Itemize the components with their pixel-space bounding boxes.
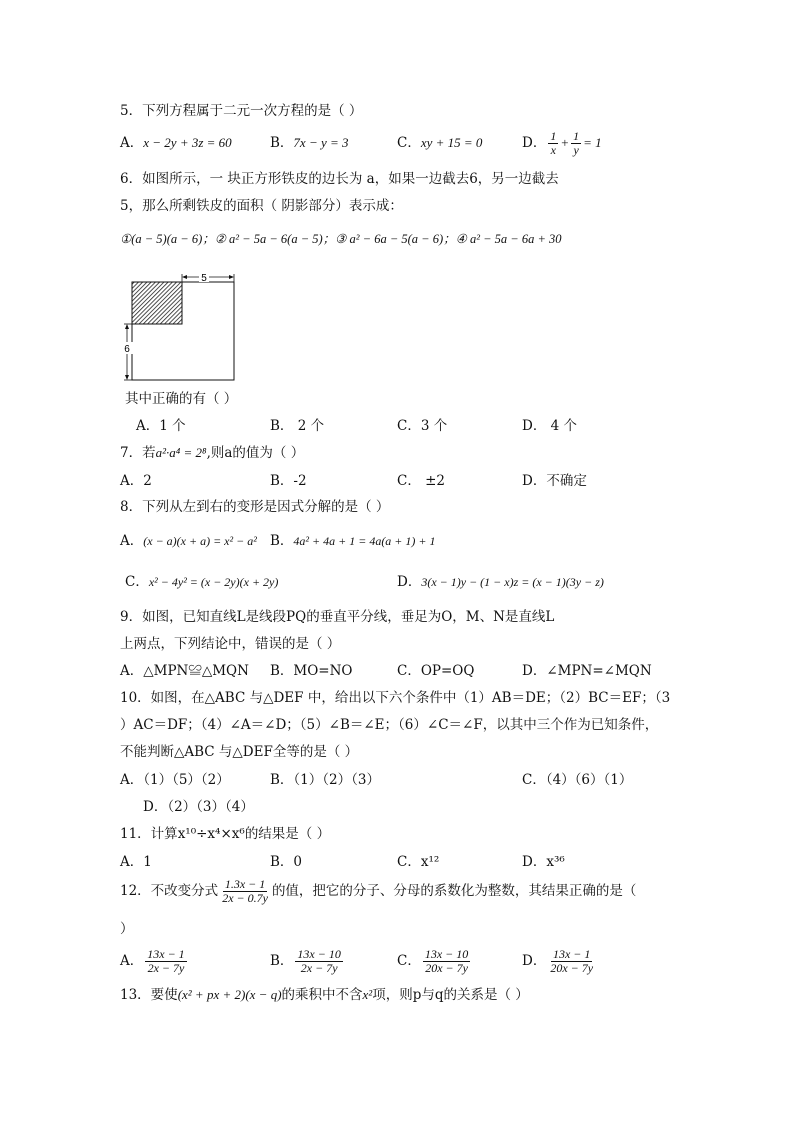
fraction: $\frac{13x - 10}{20x - 7y}$ <box>424 947 469 975</box>
q5-stem: 5．下列方程属于二元一次方程的是（ ） <box>120 103 363 119</box>
q5-option-d[interactable]: D． $\frac{1}{x}$ + $\frac{1}{y}$ = 1 <box>522 129 602 157</box>
fraction: $\frac{1.3x - 1}{2x - 0.7y}$ <box>222 877 268 905</box>
q10-option-d[interactable]: D．（2）（3）（4） <box>143 799 254 815</box>
fraction: $\frac{1}{x}$ <box>550 129 557 157</box>
q10-option-a[interactable]: A．（1）（5）（2） <box>120 772 230 788</box>
fraction: $\frac{1}{y}$ <box>573 129 580 157</box>
q6-option-b[interactable]: B． 2 个 <box>270 418 325 434</box>
dimension-label-6: 6 <box>124 344 130 355</box>
q9-option-c[interactable]: C．OP=OQ <box>397 663 475 679</box>
q6-stem-line2: 5，那么所剩铁皮的面积（ 阴影部分）表示成： <box>120 198 403 214</box>
q9-stem-line2: 上两点，下列结论中，错误的是（ ） <box>120 636 341 652</box>
q13-stem: 13．要使(x² + px + 2)(x − q)的乘积中不含x²项，则p与q的关系是（ ） <box>120 987 529 1003</box>
q10-stem-line1: 10．如图，在△ABC 与△DEF 中，给出以下六个条件中（1）AB＝DE；（2）BC＝EF；（3 <box>120 690 671 706</box>
q7-option-b[interactable]: B．-2 <box>270 473 307 489</box>
q11-option-b[interactable]: B．0 <box>270 854 303 870</box>
q12-option-c[interactable]: C． $\frac{13x - 10}{20x - 7y}$ <box>397 947 469 975</box>
q12-stem-close: ） <box>120 921 134 937</box>
q8-option-d[interactable]: D．3(x − 1)y − (1 − x)z = (x − 1)(3y − z) <box>397 574 604 590</box>
q5-option-b[interactable]: B．7x − y = 3 <box>270 135 349 151</box>
q11-option-a[interactable]: A．1 <box>120 854 152 870</box>
q9-option-a[interactable]: A．△MPN≌△MQN <box>120 663 249 679</box>
q6-option-d[interactable]: D． 4 个 <box>522 418 577 434</box>
fraction: $\frac{13x - 10}{2x - 7y}$ <box>297 947 341 975</box>
q5-option-c[interactable]: C．xy + 15 = 0 <box>397 135 483 151</box>
q7-option-c[interactable]: C． ±2 <box>397 473 446 489</box>
q6-figure <box>118 268 238 384</box>
q12-option-b[interactable]: B． $\frac{13x - 10}{2x - 7y}$ <box>270 947 341 975</box>
q10-stem-line2: ）AC＝DF；（4）∠A＝∠D；（5）∠B＝∠E；（6）∠C＝∠F，以其中三个作为已知条件， <box>120 717 659 733</box>
q8-option-a[interactable]: A．(x − a)(x + a) = x² − a² <box>120 533 257 549</box>
q6-options-line: ①(a − 5)(a − 6)；② a² − 5a − 6(a − 5)；③ a² − 6a − 5(a − 6)；④ a² − 5a − 6a + 30 <box>120 232 562 246</box>
q7-stem: 7．若a²·a⁴ = 2⁸,则a的值为（ ） <box>120 445 305 461</box>
q8-stem: 8．下列从左到右的变形是因式分解的是（ ） <box>120 499 390 515</box>
q6-option-c[interactable]: C．3 个 <box>397 418 448 434</box>
q10-option-c[interactable]: C．（4）（6）（1） <box>522 772 633 788</box>
q12-option-a[interactable]: A． $\frac{13x - 1}{2x - 7y}$ <box>120 947 185 975</box>
fraction: $\frac{13x - 1}{20x - 7y}$ <box>550 947 594 975</box>
q9-stem-line1: 9．如图，已知直线L是线段PQ的垂直平分线，垂足为O，M、N是直线L <box>120 609 555 625</box>
q8-option-b[interactable]: B．4a² + 4a + 1 = 4a(a + 1) + 1 <box>270 533 436 549</box>
q11-stem: 11．计算x¹⁰÷x⁴×x⁶的结果是（ ） <box>120 826 331 842</box>
q7-option-a[interactable]: A．2 <box>120 473 152 489</box>
q10-option-b[interactable]: B．（1）（2）（3） <box>270 772 380 788</box>
q8-option-c[interactable]: C．x² − 4y² = (x − 2y)(x + 2y) <box>125 574 279 590</box>
dimension-label-5: 5 <box>201 273 207 284</box>
q12-option-d[interactable]: D． $\frac{13x - 1}{20x - 7y}$ <box>522 947 594 975</box>
q9-option-d[interactable]: D．∠MPN=∠MQN <box>522 663 652 679</box>
q12-stem: 12．不改变分式 $\frac{1.3x - 1}{2x - 0.7y}$ 的值，把它的分子、分母的系数化为整数，其结果正确的是（ <box>120 877 637 905</box>
q10-stem-line3: 不能判断△ABC 与△DEF全等的是（ ） <box>120 744 359 760</box>
q5-option-a[interactable]: A．x − 2y + 3z = 60 <box>120 135 232 151</box>
q6-stem-line1: 6．如图所示，一 块正方形铁皮的边长为 a，如果一边截去6，另一边截去 <box>120 171 559 187</box>
q6-option-a[interactable]: A．1 个 <box>136 418 186 434</box>
q6-question: 其中正确的有（ ） <box>125 391 238 407</box>
q7-option-d[interactable]: D．不确定 <box>522 473 587 489</box>
q11-option-c[interactable]: C．x¹² <box>397 854 440 870</box>
fraction: $\frac{13x - 1}{2x - 7y}$ <box>147 947 185 975</box>
q11-option-d[interactable]: D．x³⁶ <box>522 854 565 870</box>
q9-option-b[interactable]: B．MO=NO <box>270 663 353 679</box>
shaded-region <box>132 282 182 324</box>
